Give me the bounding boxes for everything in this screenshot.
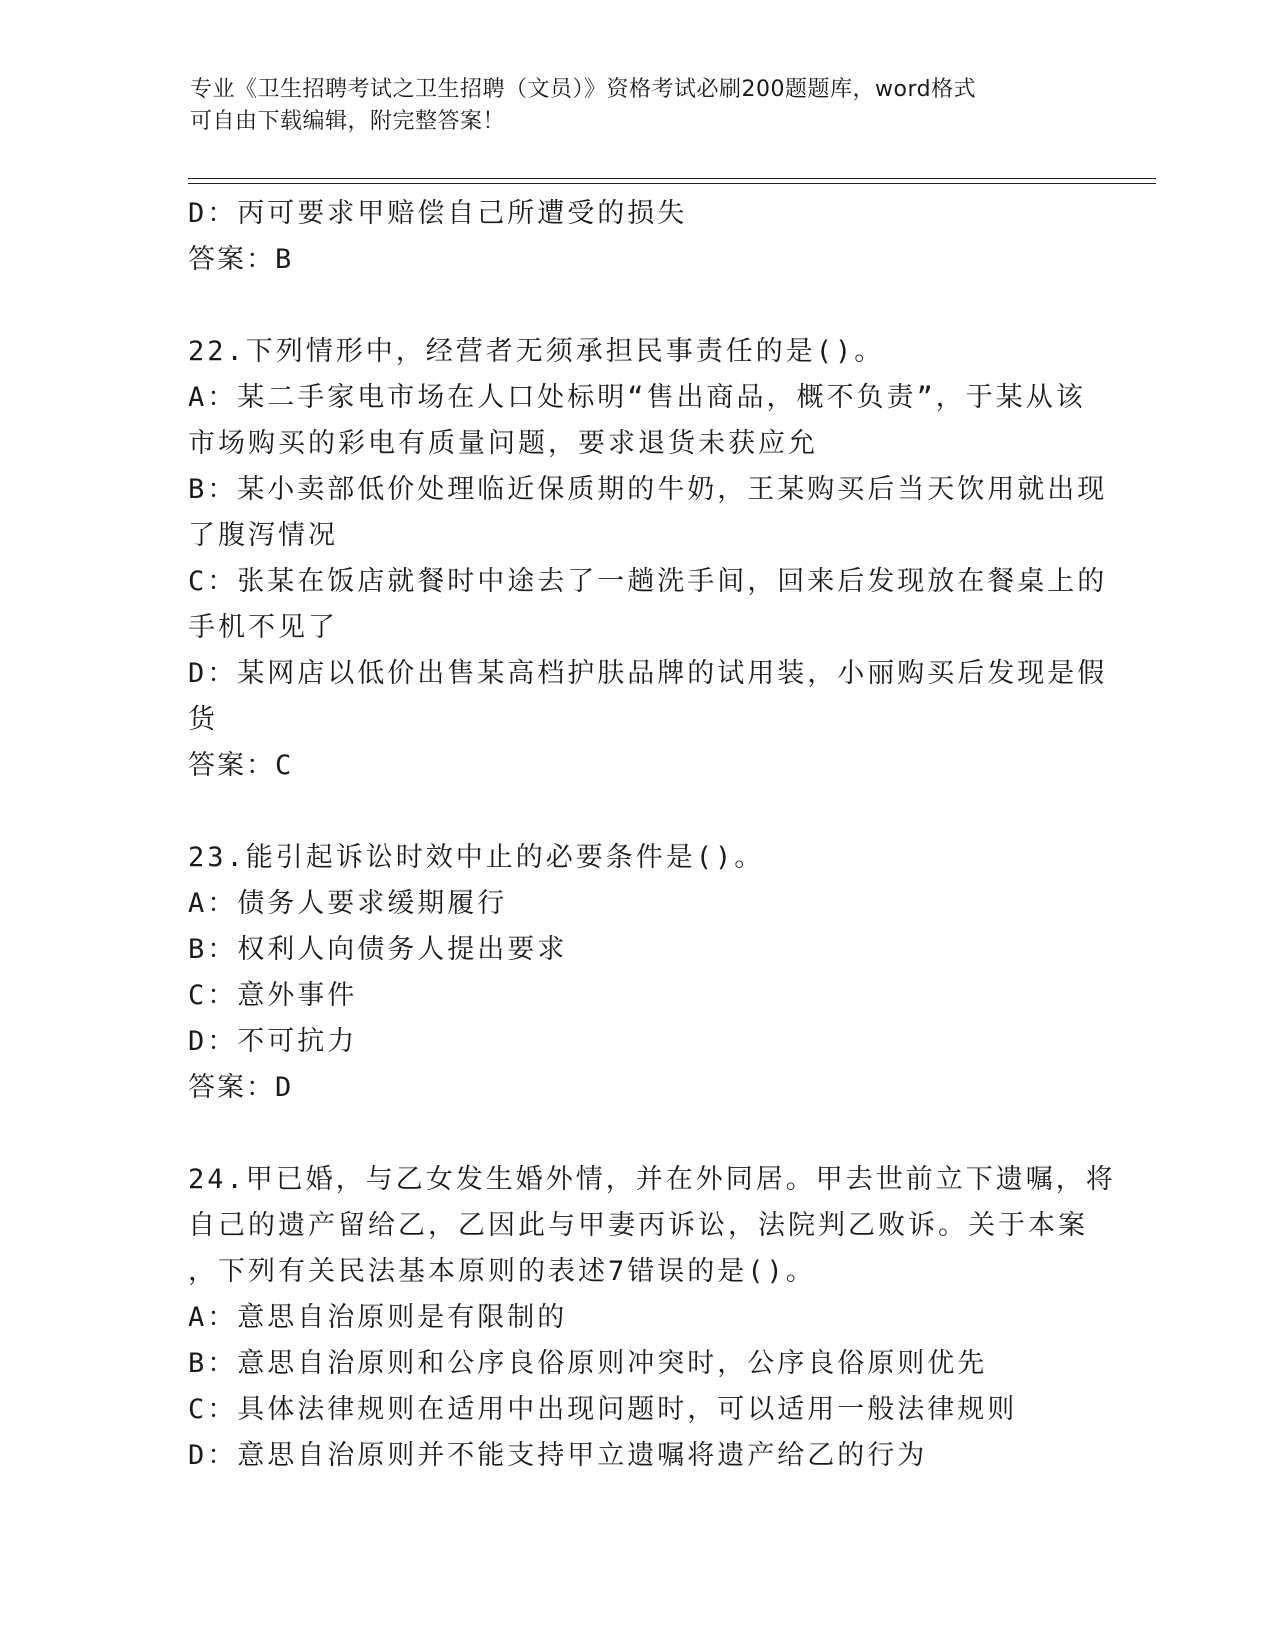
- header-divider-bottom: [188, 183, 1156, 184]
- option-c-continued: 手机不见了: [188, 612, 338, 643]
- spacer: [188, 283, 1088, 329]
- answer-line: 答案：C: [188, 750, 294, 781]
- option-d-continued: 货: [188, 704, 218, 735]
- question-content: [188, 191, 1116, 1479]
- option-a: A：意思自治原则是有限制的: [188, 1302, 568, 1333]
- question-stem-continued: ，下列有关民法基本原则的表述7错误的是()。: [188, 1256, 816, 1287]
- question-stem: 24.甲已婚，与乙女发生婚外情，并在外同居。甲去世前立下遗嘱，将: [188, 1164, 1116, 1195]
- option-a: A：某二手家电市场在人口处标明“售出商品，概不负责”，于某从该: [188, 382, 1086, 413]
- option-d: D：意思自治原则并不能支持甲立遗嘱将遗产给乙的行为: [188, 1440, 928, 1471]
- option-b: B：意思自治原则和公序良俗原则冲突时，公序良俗原则优先: [188, 1348, 988, 1379]
- spacer: [188, 1111, 1088, 1157]
- page-header: [190, 74, 1070, 138]
- question-stem-continued: 自己的遗产留给乙，乙因此与甲妻丙诉讼，法院判乙败诉。关于本案: [188, 1210, 1088, 1241]
- option-c: C：具体法律规则在适用中出现问题时，可以适用一般法律规则: [188, 1394, 1018, 1425]
- option-b: B：权利人向债务人提出要求: [188, 934, 568, 965]
- option-d: D：某网店以低价出售某高档护肤品牌的试用装，小丽购买后发现是假: [188, 658, 1108, 689]
- previous-question-tail: [188, 191, 1088, 283]
- option-b: B：某小卖部低价处理临近保质期的牛奶，王某购买后当天饮用就出现: [188, 474, 1108, 505]
- answer-line: 答案：B: [188, 244, 294, 275]
- option-c: C：意外事件: [188, 980, 358, 1011]
- option-a-continued: 市场购买的彩电有质量问题，要求退货未获应允: [188, 428, 818, 459]
- spacer: [188, 789, 1088, 835]
- option-a: A：债务人要求缓期履行: [188, 888, 508, 919]
- answer-line: 答案：D: [188, 1072, 294, 1103]
- header-divider-top: [188, 178, 1156, 179]
- header-title-line-2: 可自由下载编辑，附完整答案！: [190, 109, 506, 134]
- question-stem: 22.下列情形中，经营者无须承担民事责任的是()。: [188, 336, 885, 367]
- option-c: C：张某在饭店就餐时中途去了一趟洗手间，回来后发现放在餐桌上的: [188, 566, 1108, 597]
- question-24: [188, 1157, 1116, 1479]
- option-d: D：不可抗力: [188, 1026, 358, 1057]
- question-22: [188, 329, 1108, 789]
- option-b-continued: 了腹泻情况: [188, 520, 338, 551]
- question-stem: 23.能引起诉讼时效中止的必要条件是()。: [188, 842, 765, 873]
- question-23: [188, 835, 1088, 1111]
- header-title-line-1: 专业《卫生招聘考试之卫生招聘（文员）》资格考试必刷200题题库，word格式: [190, 77, 977, 102]
- option-d: D：丙可要求甲赔偿自己所遭受的损失: [188, 198, 688, 229]
